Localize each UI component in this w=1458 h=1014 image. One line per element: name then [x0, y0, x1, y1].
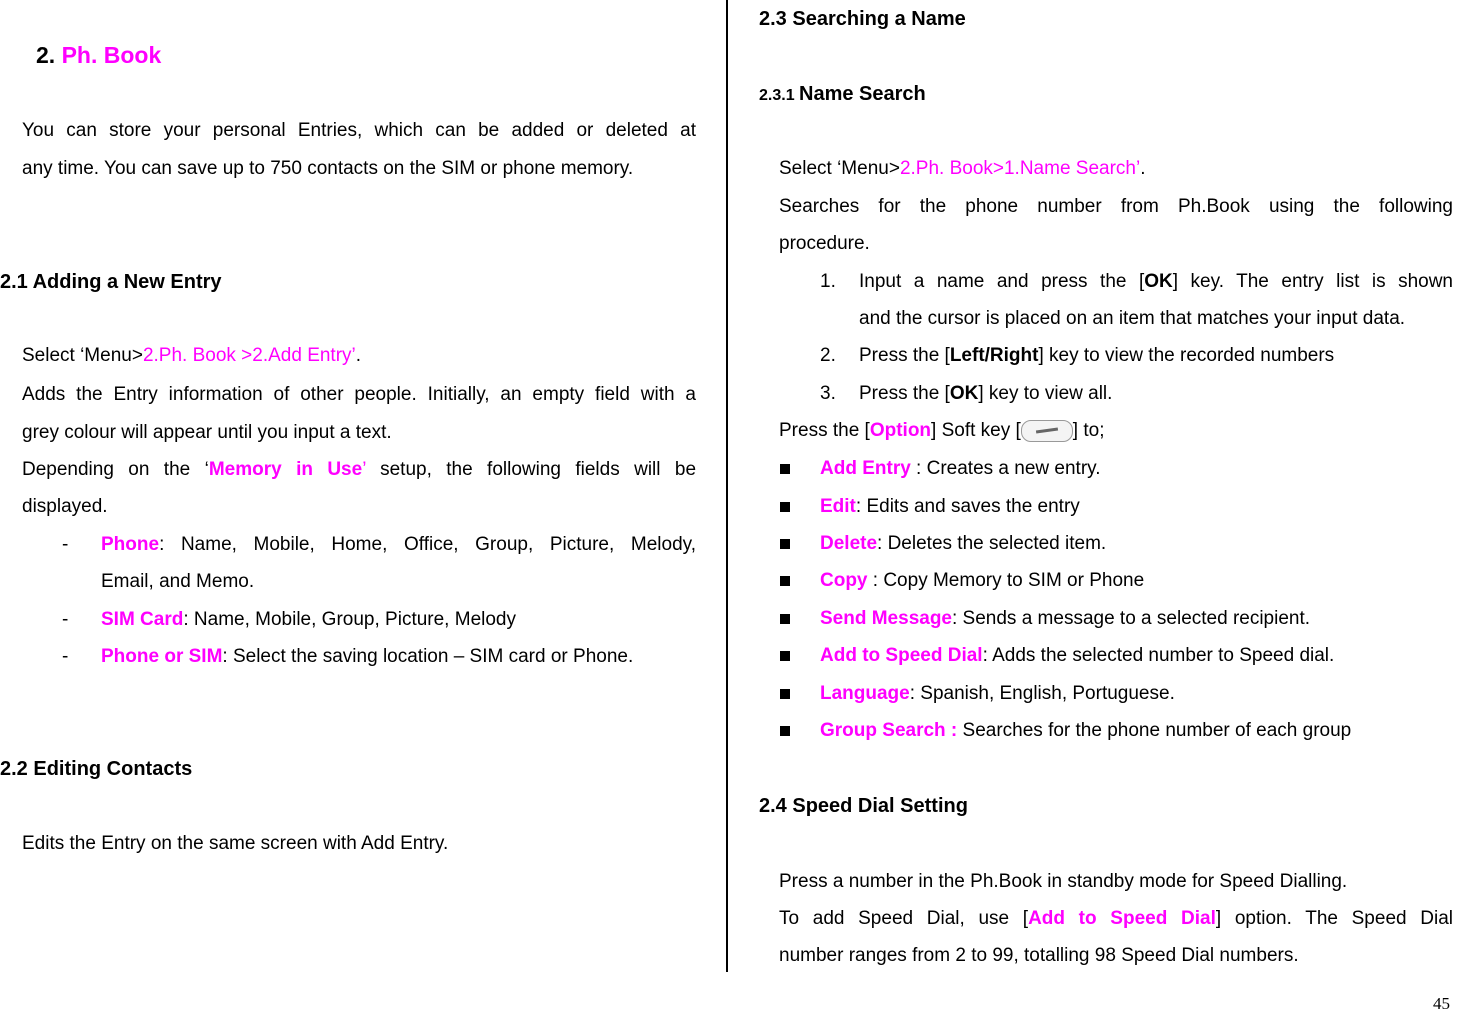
step-1-line-1: Input a name and press the [OK] key. The entry list is shown: [859, 271, 1453, 292]
heading-2-4: 2.4 Speed Dial Setting: [759, 795, 968, 817]
square-bullet-icon: [780, 726, 790, 736]
option-add-entry: Add Entry : Creates a new entry.: [820, 458, 1101, 479]
softkey-icon: [1021, 420, 1073, 442]
page-number: 45: [1433, 994, 1450, 1013]
option-softkey-line: Press the [Option] Soft key [ ] to;: [779, 420, 1105, 442]
menu-path-add-entry: Select ‘Menu>2.Ph. Book >2.Add Entry’.: [22, 345, 362, 366]
heading-2-2: 2.2 Editing Contacts: [0, 758, 193, 780]
square-bullet-icon: [780, 464, 790, 474]
field-item-phone-line-2: Email, and Memo.: [101, 571, 255, 592]
column-divider: [726, 0, 728, 972]
step-1-line-2: and the cursor is placed on an item that matches your input data.: [859, 308, 1406, 329]
speed-dial-p2-line-1: To add Speed Dial, use [Add to Speed Dial] option. The Speed Dial: [779, 908, 1453, 929]
add-entry-desc-line-1: Adds the Entry information of other people. Initially, an empty field with a: [22, 384, 696, 405]
heading-2-3-1: 2.3.1 Name Search: [759, 83, 926, 105]
memory-in-use-line-2: displayed.: [22, 496, 108, 517]
square-bullet-icon: [780, 502, 790, 512]
field-item-sim-card: SIM Card: Name, Mobile, Group, Picture, Melody: [101, 609, 516, 630]
speed-dial-p1: Press a number in the Ph.Book in standby mode for Speed Dialling.: [779, 871, 1348, 892]
option-delete: Delete: Deletes the selected item.: [820, 533, 1107, 554]
memory-in-use-line-1: Depending on the ‘Memory in Use’ setup, the following fields will be: [22, 459, 697, 480]
square-bullet-icon: [780, 539, 790, 549]
dash-marker: -: [62, 534, 69, 555]
square-bullet-icon: [780, 614, 790, 624]
option-add-to-speed-dial: Add to Speed Dial: Adds the selected number to Speed dial.: [820, 645, 1335, 666]
option-edit: Edit: Edits and saves the entry: [820, 496, 1080, 517]
option-send-message: Send Message: Sends a message to a selected recipient.: [820, 608, 1311, 629]
intro-line-2: any time. You can save up to 750 contacts on the SIM or phone memory.: [22, 158, 634, 179]
searches-line-2: procedure.: [779, 233, 870, 254]
heading-2-3: 2.3 Searching a Name: [759, 8, 966, 30]
dash-marker: -: [62, 646, 69, 667]
editing-contacts-text: Edits the Entry on the same screen with Add Entry.: [22, 833, 449, 854]
section-title: 2. Ph. Book: [36, 42, 162, 68]
dash-marker: -: [62, 609, 69, 630]
step-2-text: Press the [Left/Right] key to view the recorded numbers: [859, 345, 1335, 366]
step-3-number: 3.: [820, 383, 836, 404]
square-bullet-icon: [780, 651, 790, 661]
searches-line-1: Searches for the phone number from Ph.Book using the following: [779, 196, 1453, 217]
step-2-number: 2.: [820, 345, 836, 366]
heading-2-1: 2.1 Adding a New Entry: [0, 271, 222, 293]
menu-path-name-search: Select ‘Menu>2.Ph. Book>1.Name Search’.: [779, 158, 1146, 179]
square-bullet-icon: [780, 576, 790, 586]
field-item-phone: Phone: Name, Mobile, Home, Office, Group, Picture, Melody,: [101, 534, 696, 555]
option-group-search: Group Search : Searches for the phone number of each group: [820, 720, 1352, 741]
speed-dial-p2-line-2: number ranges from 2 to 99, totalling 98 Speed Dial numbers.: [779, 945, 1299, 966]
square-bullet-icon: [780, 689, 790, 699]
option-copy: Copy : Copy Memory to SIM or Phone: [820, 570, 1145, 591]
step-1-number: 1.: [820, 271, 836, 292]
option-language: Language: Spanish, English, Portuguese.: [820, 683, 1175, 704]
field-item-phone-or-sim: Phone or SIM: Select the saving location – SIM card or Phone.: [101, 646, 634, 667]
add-entry-desc-line-2: grey colour will appear until you input a text.: [22, 422, 392, 443]
intro-line-1: You can store your personal Entries, which can be added or deleted at: [22, 120, 696, 141]
step-3-text: Press the [OK] key to view all.: [859, 383, 1113, 404]
